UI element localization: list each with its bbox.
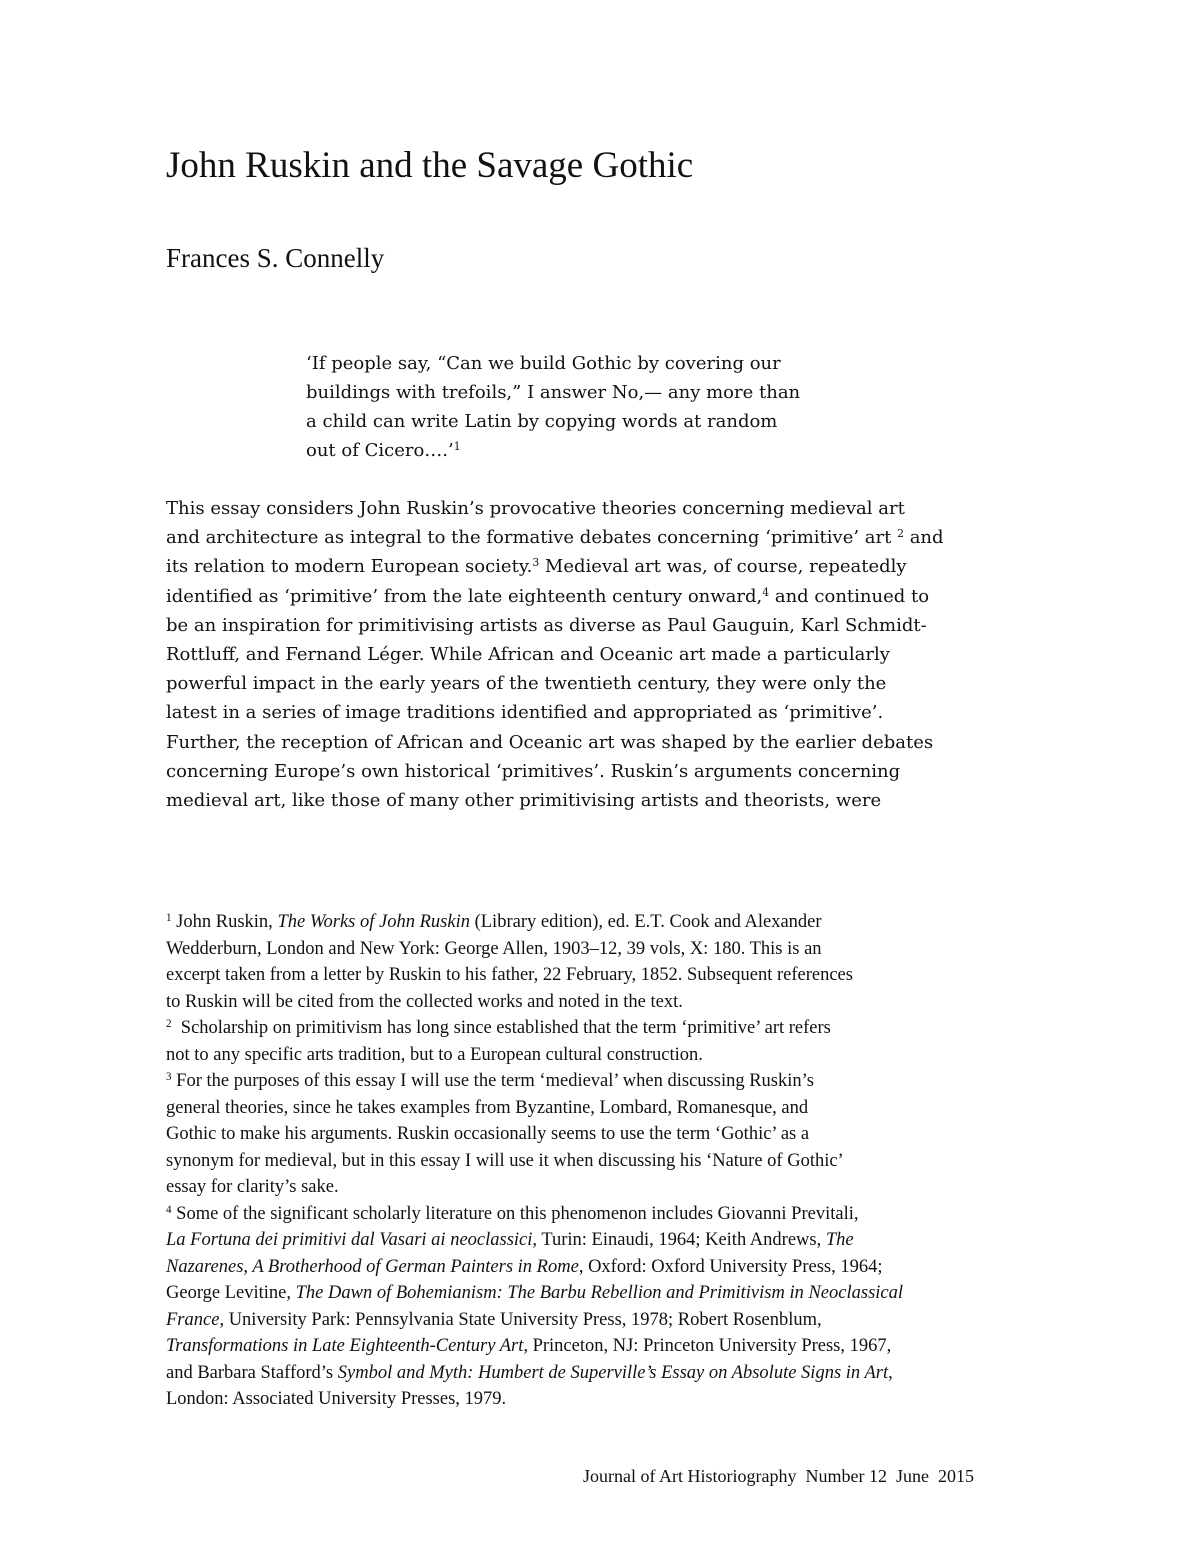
footnote-text: Scholarship on primitivism has long since established that the term ‘primitive’ art refers <box>171 1018 831 1038</box>
body-line: powerful impact in the early years of the twentieth century, they were only the <box>166 673 887 695</box>
footnote-text: , Princeton, NJ: Princeton University Press, 1967, <box>523 1336 892 1356</box>
body-text: and architecture as integral to the formative debates concerning ‘primitive’ art <box>166 527 898 549</box>
footnote-italic: Symbol and Myth: Humbert de Superville’s Essay on Absolute Signs in Art <box>337 1362 889 1383</box>
footnote-text: John Ruskin, <box>171 912 278 932</box>
footnote-text: and Barbara Stafford’s <box>166 1362 338 1383</box>
footnote-italic: La Fortuna dei primitivi dal Vasari ai neoclassici <box>166 1230 533 1250</box>
footnote-ref-2[interactable]: 2 <box>897 527 904 541</box>
body-line: Rottluff, and Fernand Léger. While African and Oceanic art made a particularly <box>166 644 890 666</box>
footnote-line <box>166 1307 996 1334</box>
body-text: identified as ‘primitive’ from the late eighteenth century onward, <box>166 585 763 607</box>
footnote-italic: The Dawn of Bohemianism: The Barbu Rebellion and Primitivism in Neoclassical <box>295 1283 904 1303</box>
article-title: John Ruskin and the Savage Gothic <box>166 145 694 186</box>
footnote-line <box>166 1201 996 1228</box>
epigraph-line: ‘If people say, “Can we build Gothic by covering our <box>306 353 781 374</box>
body-paragraph <box>166 494 944 815</box>
footnote-line: essay for clarity’s sake. <box>166 1177 339 1197</box>
footnote-marker: 2 <box>166 1017 172 1030</box>
footnote-italic: France <box>166 1309 220 1330</box>
footnote-marker: 1 <box>166 911 172 924</box>
footnote-marker: 4 <box>166 1203 172 1216</box>
footnote-text: , Oxford: Oxford University Press, 1964; <box>578 1256 883 1277</box>
footnote-line: Wedderburn, London and New York: George Allen, 1903–12, 39 vols, X: 180. This is an <box>166 938 822 959</box>
body-line: concerning Europe’s own historical ‘primitives’. Ruskin’s arguments concerning <box>166 760 901 782</box>
footnote-ref-4[interactable]: 4 <box>762 585 770 599</box>
footnote-text: George Levitine, <box>166 1283 296 1303</box>
body-line <box>166 523 944 552</box>
body-line: latest in a series of image traditions identified and appropriated as ‘primitive’. <box>166 702 884 724</box>
body-text: and <box>903 527 944 549</box>
footnote-text: Some of the significant scholarly literature on this phenomenon includes Giovanni Previtali, <box>171 1203 859 1224</box>
footnote-line <box>166 1280 996 1307</box>
footnote-italic: The <box>825 1230 854 1250</box>
footnote-text: , Turin: Einaudi, 1964; Keith Andrews, <box>532 1230 826 1250</box>
footnote-line: London: Associated University Presses, 1979. <box>166 1389 507 1409</box>
footnote-line <box>166 1254 996 1281</box>
footnote-line <box>166 1360 996 1387</box>
epigraph-line-text: out of Cicero….’ <box>306 440 454 461</box>
body-line <box>166 552 944 581</box>
body-line: medieval art, like those of many other primitivising artists and theorists, were <box>166 790 882 812</box>
footnote-line <box>166 1333 996 1360</box>
epigraph-quote <box>306 349 800 465</box>
footnote-line: synonym for medieval, but in this essay I will use it when discussing his ‘Nature of Gothic’ <box>166 1150 844 1171</box>
footnote-line: general theories, since he takes examples from Byzantine, Lombard, Romanesque, and <box>166 1097 809 1118</box>
author-name: Frances S. Connelly <box>166 243 385 273</box>
footnote-text: For the purposes of this essay I will use the term ‘medieval’ when discussing Ruskin’s <box>171 1071 814 1091</box>
footnote-line: to Ruskin will be cited from the collected works and noted in the text. <box>166 991 683 1012</box>
footnote-ref-3[interactable]: 3 <box>532 556 540 570</box>
footnote-italic: Transformations in Late Eighteenth-Century Art <box>166 1336 524 1356</box>
body-text: Medieval art was, of course, repeatedly <box>539 556 907 578</box>
footnote-italic: The Works of John Ruskin <box>277 912 470 932</box>
footnote-line <box>166 1015 996 1042</box>
footnote-line: Gothic to make his arguments. Ruskin occasionally seems to use the term ‘Gothic’ as a <box>166 1124 810 1144</box>
body-text: its relation to modern European society. <box>166 556 533 578</box>
body-line: This essay considers John Ruskin’s provocative theories concerning medieval art <box>166 498 905 519</box>
footnote-ref-1[interactable]: 1 <box>453 440 461 454</box>
footnote-line <box>166 1068 996 1095</box>
footnote-line <box>166 1227 996 1254</box>
footnote-text: , University Park: Pennsylvania State University Press, 1978; Robert Rosenblum, <box>219 1309 822 1330</box>
footnote-italic: Nazarenes, A Brotherhood of German Painters in Rome <box>166 1256 579 1277</box>
footnote-line: excerpt taken from a letter by Ruskin to his father, 22 February, 1852. Subsequent references <box>166 965 853 985</box>
footnote-text: (Library edition), ed. E.T. Cook and Alexander <box>469 912 822 932</box>
body-line <box>166 582 944 611</box>
footnote-text: , <box>888 1362 893 1383</box>
footnote-line: not to any specific arts tradition, but to a European cultural construction. <box>166 1044 703 1065</box>
epigraph-line: a child can write Latin by copying words at random <box>306 411 778 432</box>
journal-footer: Journal of Art Historiography Number 12 June 2015 <box>583 1466 974 1486</box>
body-line: Further, the reception of African and Oceanic art was shaped by the earlier debates <box>166 731 934 753</box>
epigraph-line <box>306 436 800 465</box>
footnotes <box>166 909 996 1413</box>
footnote-marker: 3 <box>166 1070 172 1083</box>
body-line: be an inspiration for primitivising artists as diverse as Paul Gauguin, Karl Schmidt- <box>166 614 927 636</box>
footnote-line <box>166 909 996 936</box>
body-text: and continued to <box>769 585 930 607</box>
epigraph-line: buildings with trefoils,” I answer No,— any more than <box>306 382 801 403</box>
